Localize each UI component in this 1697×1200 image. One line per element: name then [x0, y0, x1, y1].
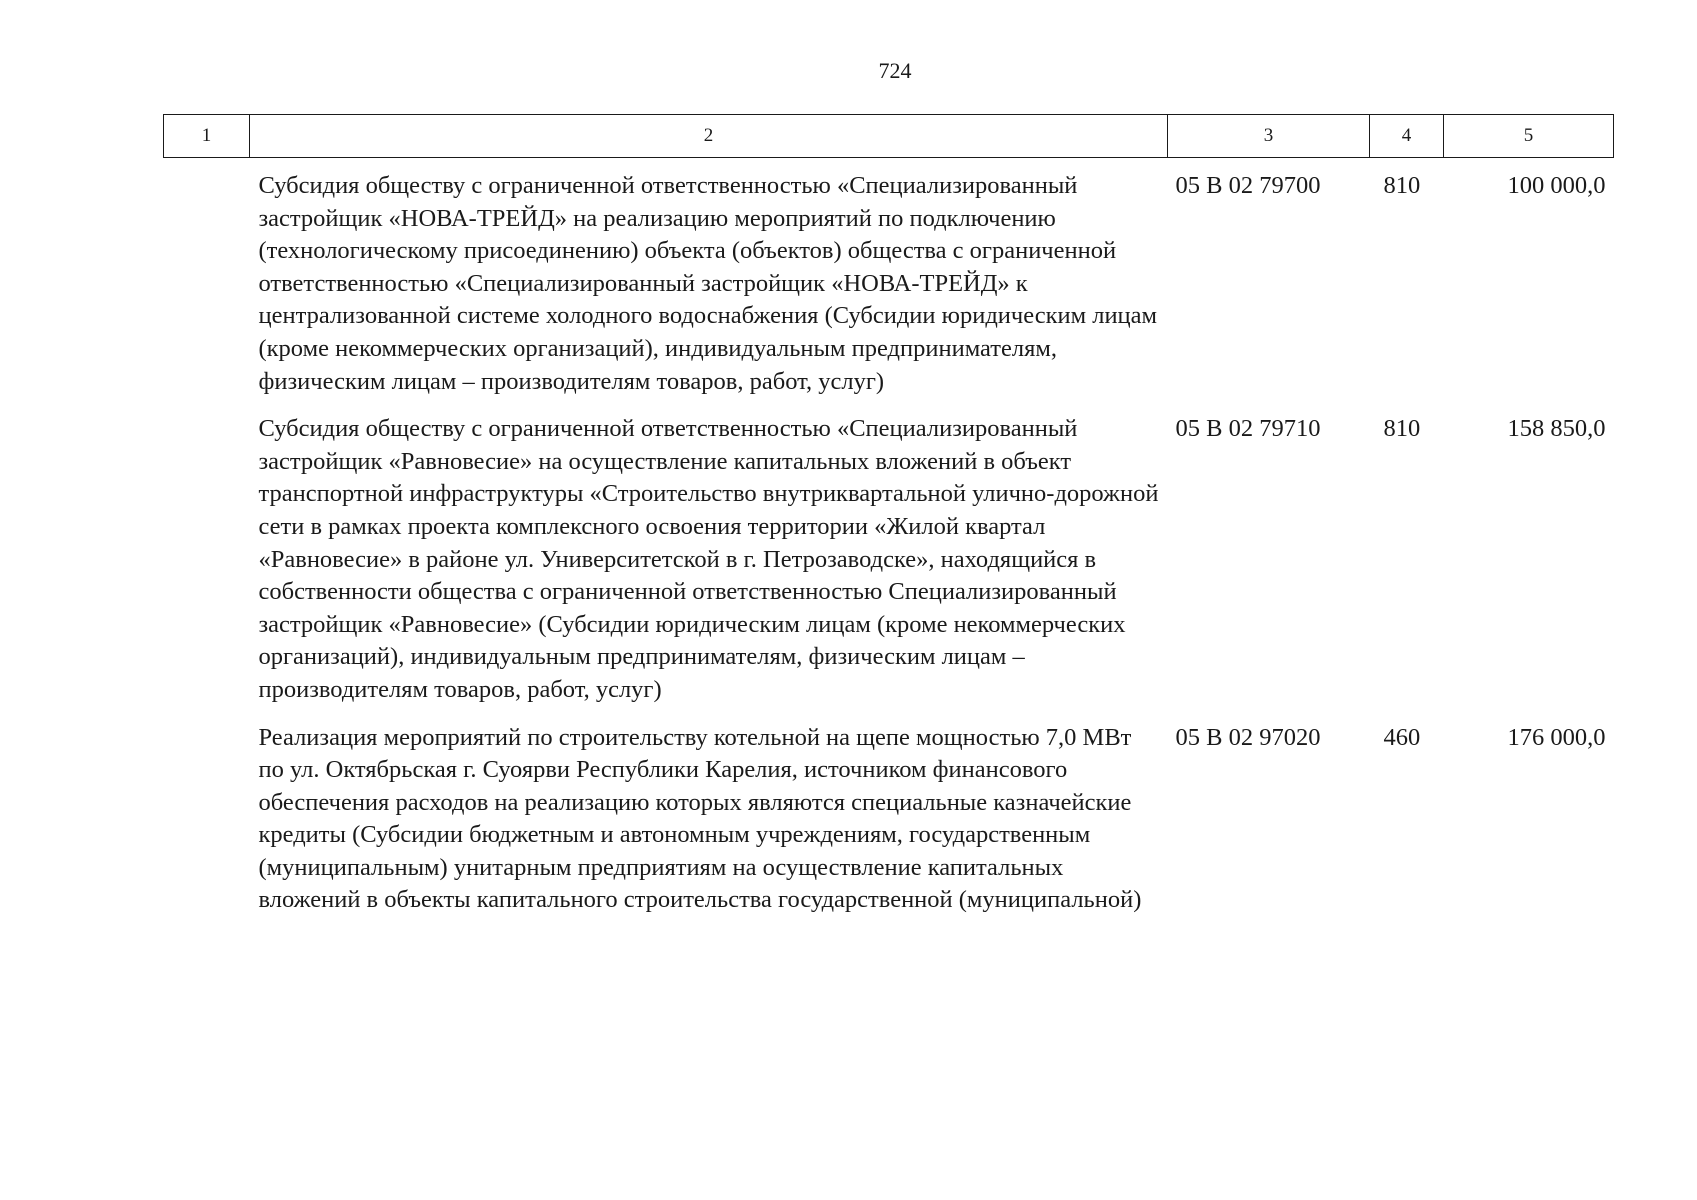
- expense-type-cell: 810: [1383, 172, 1421, 199]
- column-header-2: 2: [250, 115, 1168, 158]
- header-row: [164, 115, 1614, 158]
- description-cell: Субсидия обществу с ограниченной ответственностью «Специализированный застройщик «Равновесие» на осуществление капитальных вложений в объект транспортной инфраструктуры «Строительство внутриквартальной улично-дорожной сети в рамках проекта комплексного освоения территории «Жилой квартал «Равновесие» в районе ул. Университетской в г. Петрозаводске», находящийся в собственности общества с ограниченной ответственностью Специализированный застройщик «Равновесие» (Субсидии юридическим лицам (кроме некоммерческих организаций), индивидуальным предпринимателям, физическим лицам – производителям товаров, работ, услуг): [258, 415, 1159, 703]
- row-number-cell: [164, 158, 250, 414]
- column-header-4: 4: [1370, 115, 1444, 158]
- page-number: 724: [878, 58, 912, 83]
- description-cell: Реализация мероприятий по строительству котельной на щепе мощностью 7,0 МВт по ул. Октябрьская г. Суоярви Республики Карелия, источником финансового обеспечения расходов на реализацию которых являются специальные казначейские кредиты (Субсидии бюджетным и автономным учреждениям, государственным (муниципальным) унитарным предприятиям на осуществление капитальных вложений в объекты капитального строительства государственной (муниципальной): [258, 723, 1142, 914]
- amount-cell: 176 000,0: [1507, 723, 1606, 751]
- expense-type-cell: 810: [1383, 415, 1421, 443]
- description-cell: Субсидия обществу с ограниченной ответственностью «Специализированный застройщик «НОВА-ТРЕЙД» на реализацию мероприятий по подключению (технологическому присоединению) объекта (объектов) общества с ограниченной ответственностью «Специализированный застройщик «НОВА-ТРЕЙД» к централизованной системе холодного водоснабжения (Субсидии юридическим лицам (кроме некоммерческих организаций), индивидуальным предпринимателям, физическим лицам – производителям товаров, работ, услуг): [258, 172, 1158, 395]
- table-row: [164, 413, 1614, 721]
- column-header-1: 1: [164, 115, 250, 158]
- column-header-3: 3: [1168, 115, 1370, 158]
- target-article-code-cell: 05 В 02 97020: [1175, 723, 1321, 751]
- column-header-5: 5: [1444, 115, 1614, 158]
- target-article-code-cell: 05 В 02 79700: [1175, 172, 1321, 199]
- target-article-code-cell: 05 В 02 79710: [1175, 415, 1321, 443]
- table-row: [164, 158, 1614, 414]
- amount-cell: 158 850,0: [1507, 415, 1606, 443]
- amount-cell: 100 000,0: [1507, 172, 1606, 199]
- budget-table: [163, 114, 1614, 932]
- row-number-cell: [164, 722, 250, 933]
- expense-type-cell: 460: [1383, 723, 1421, 751]
- row-number-cell: [164, 413, 250, 721]
- table-row: [164, 722, 1614, 933]
